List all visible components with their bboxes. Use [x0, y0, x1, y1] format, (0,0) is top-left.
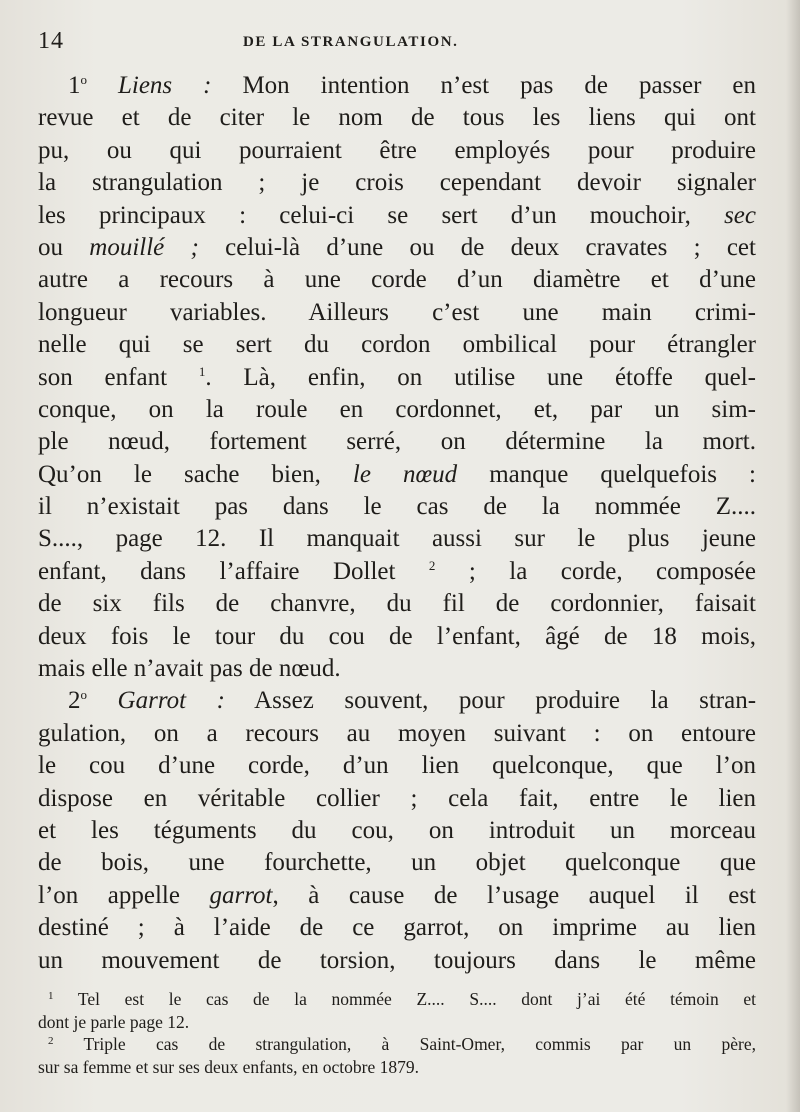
footnote: $^2$ Triple cas de strangulation, à Saint-Omer, commis par un père,: [48, 1034, 756, 1054]
page-edge-shadow: [786, 0, 800, 1112]
text-line: de bois, une fourchette, un objet quelconque que: [38, 849, 756, 877]
footnote-number: 2: [48, 1035, 54, 1047]
text-line: conque, on la roule en cordonnet, et, par un sim-: [38, 395, 756, 423]
text-line: deux fois le tour du cou de l’enfant, âgé de 18 mois,: [38, 622, 756, 650]
running-header: [38, 28, 756, 58]
text-line: S...., page 12. Il manquait aussi sur le plus jeune: [38, 525, 756, 553]
text-line: enfant, dans l’affaire Dollet $^2$ ; la corde, composée: [38, 557, 756, 585]
text-line: 2$^o$ Garrot : Assez souvent, pour produire la stran-: [68, 687, 757, 715]
footnote: $^1$ Tel est le cas de la nommée Z.... S.... dont j’ai été témoin et: [48, 989, 756, 1009]
text-line: ou mouillé ; celui-là d’une ou de deux cravates ; cet: [38, 233, 756, 261]
text-line: ple nœud, fortement serré, on détermine la mort.: [38, 428, 756, 456]
text-line: de six fils de chanvre, du fil de cordonnier, faisait: [38, 590, 756, 618]
footnote-number: 1: [48, 990, 54, 1002]
text-line: revue et de citer le nom de tous les liens qui ont: [38, 104, 756, 132]
page-number: 14: [38, 28, 64, 54]
text-line: nelle qui se sert du cordon ombilical pour étrangler: [38, 331, 756, 359]
text-line: pu, ou qui pourraient être employés pour produire: [38, 136, 756, 164]
text-line: la strangulation ; je crois cependant devoir signaler: [38, 169, 756, 197]
text-line: les principaux : celui-ci se sert d’un mouchoir, sec: [38, 201, 756, 229]
footnote-continuation: sur sa femme et sur ses deux enfants, en octobre 1879.: [38, 1056, 420, 1077]
text-line: dispose en véritable collier ; cela fait, entre le lien: [38, 784, 756, 812]
text-line: l’on appelle garrot, à cause de l’usage auquel il est: [38, 881, 757, 909]
text-line: autre a recours à une corde d’un diamètre et d’une: [38, 266, 756, 294]
text-line: mais elle n’avait pas de nœud.: [38, 655, 341, 683]
text-line: longueur variables. Ailleurs c’est une main crimi-: [38, 298, 756, 326]
body-text: [38, 70, 756, 977]
text-line: et les téguments du cou, on introduit un morceau: [38, 816, 756, 844]
footnotes: [38, 988, 756, 1078]
text-line: 1$^o$ Liens : Mon intention n’est pas de passer en: [68, 72, 757, 99]
running-title: DE LA STRANGULATION.: [243, 34, 459, 50]
text-line: Qu’on le sache bien, le nœud manque quelquefois :: [38, 460, 756, 488]
text-line: un mouvement de torsion, toujours dans le même: [38, 946, 756, 974]
footnote-ref: 1: [198, 363, 206, 379]
footnote-continuation: dont je parle page 12.: [38, 1011, 190, 1032]
footnote-ref: 2: [428, 557, 436, 573]
text-line: le cou d’une corde, d’un lien quelconque, que l’on: [38, 752, 756, 780]
text-line: son enfant $^1$. Là, enfin, on utilise une étoffe quel-: [38, 363, 756, 391]
text-line: gulation, on a recours au moyen suivant : on entoure: [38, 719, 756, 747]
text-line: il n’existait pas dans le cas de la nommée Z....: [38, 493, 756, 521]
text-line: destiné ; à l’aide de ce garrot, on imprime au lien: [38, 914, 756, 942]
